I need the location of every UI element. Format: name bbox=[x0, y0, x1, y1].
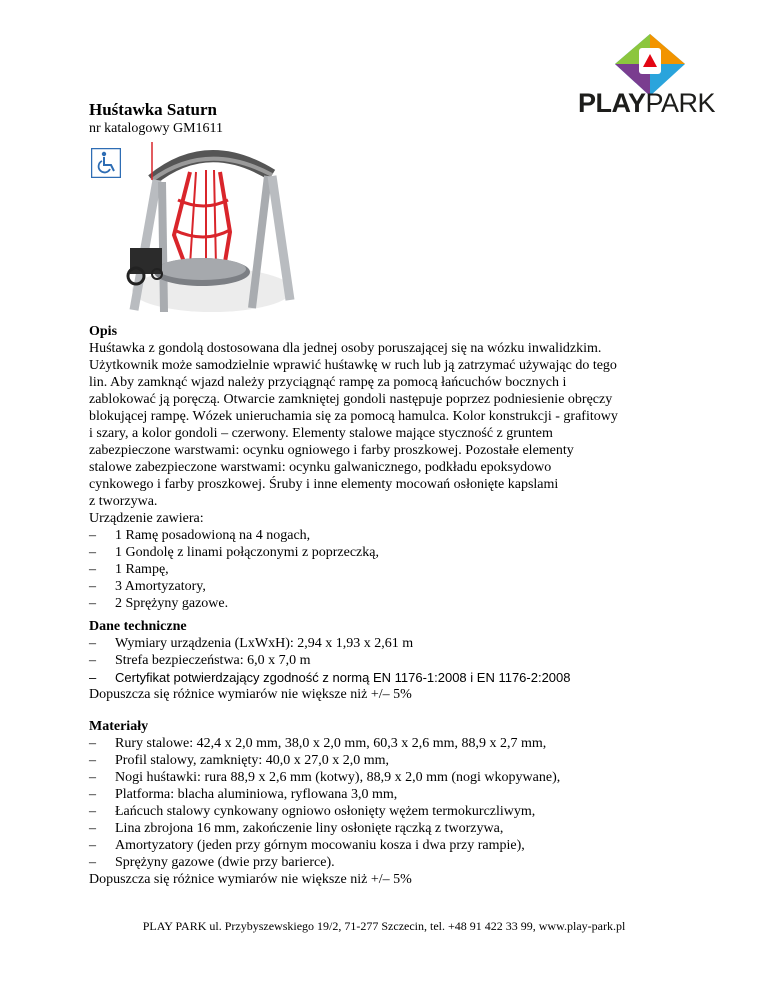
list-item: – 1 Gondolę z linami połączonymi z poprzeczką, bbox=[89, 544, 709, 561]
section-heading: Materiały bbox=[89, 719, 149, 734]
list-item: – 1 Ramę posadowioną na 4 nogach, bbox=[89, 527, 709, 544]
list-item: – Sprężyny gazowe (dwie przy barierce). bbox=[89, 854, 709, 871]
list-item: – Certyfikat potwierdzający zgodność z normą EN 1176-1:2008 i EN 1176-2:2008 bbox=[89, 669, 709, 686]
catalog-number: nr katalogowy GM1611 bbox=[89, 121, 224, 136]
paragraph-line: Huśtawka z gondolą dostosowana dla jednej osoby poruszającej się na wózku inwalidzkim. bbox=[89, 341, 602, 356]
list-item: – Łańcuch stalowy cynkowany ogniowo osłonięty wężem termokurczliwym, bbox=[89, 803, 709, 820]
swing-gondola-illustration bbox=[112, 140, 302, 328]
list-item: – Profil stalowy, zamknięty: 40,0 x 27,0 x 2,0 mm, bbox=[89, 752, 709, 769]
list-item: – Amortyzatory (jeden przy górnym mocowaniu kosza i dwa przy rampie), bbox=[89, 837, 709, 854]
section-heading: Opis bbox=[89, 324, 118, 339]
paragraph-line: zablokować ją poręczą. Otwarcie zamkniętej gondoli następuje poprzez podniesienie obręczy bbox=[89, 392, 613, 407]
list-item: – Platforma: blacha aluminiowa, ryflowana 3,0 mm, bbox=[89, 786, 709, 803]
paragraph-line: cynkowego i farby proszkowej. Śruby i inne elementy mocowań osłonięte kapslami bbox=[89, 477, 559, 492]
footer-address: PLAY PARK ul. Przybyszewskiego 19/2, 71-277 Szczecin, tel. +48 91 422 33 99, www.play-park.pl bbox=[142, 919, 626, 933]
paragraph-line: i szary, a kolor gondoli – czerwony. Elementy stalowe mające styczność z gruntem bbox=[89, 426, 553, 441]
list-item: – Strefa bezpieczeństwa: 6,0 x 7,0 m bbox=[89, 652, 709, 669]
paragraph-line: zabezpieczone warstwami: ocynku ogniowego i farby proszkowej. Pozostałe elementy bbox=[89, 443, 574, 458]
paragraph-line: z tworzywa. bbox=[89, 494, 158, 509]
section-heading: Dane techniczne bbox=[89, 619, 187, 634]
playpark-logo-icon bbox=[615, 34, 685, 96]
tolerance-note: Dopuszcza się różnice wymiarów nie większe niż +/– 5% bbox=[89, 687, 412, 702]
contains-label: Urządzenie zawiera: bbox=[89, 511, 204, 526]
tolerance-note: Dopuszcza się różnice wymiarów nie większe niż +/– 5% bbox=[89, 872, 412, 887]
description-section bbox=[89, 323, 709, 612]
list-item: – Lina zbrojona 16 mm, zakończenie liny osłonięte rączką z tworzywa, bbox=[89, 820, 709, 837]
list-item: – Nogi huśtawki: rura 88,9 x 2,6 mm (kotwy), 88,9 x 2,0 mm (nogi wkopywane), bbox=[89, 769, 709, 786]
logo-text: PLAYPARK bbox=[578, 88, 716, 118]
list-item: – Wymiary urządzenia (LxWxH): 2,94 x 1,93 x 2,61 m bbox=[89, 635, 709, 652]
technical-section bbox=[89, 618, 709, 703]
paragraph-line: lin. Aby zamknąć wjazd należy przyciągnąć rampę za pomocą łańcuchów bocznych i bbox=[89, 375, 567, 390]
materials-section bbox=[89, 718, 709, 888]
list-item: – Rury stalowe: 42,4 x 2,0 mm, 38,0 x 2,0 mm, 60,3 x 2,6 mm, 88,9 x 2,7 mm, bbox=[89, 735, 709, 752]
list-item: – 3 Amortyzatory, bbox=[89, 578, 709, 595]
paragraph-line: blokującej rampę. Wózek unieruchamia się za pomocą hamulca. Kolor konstrukcji - grafitowy bbox=[89, 409, 618, 424]
list-item: – 2 Sprężyny gazowe. bbox=[89, 595, 709, 612]
paragraph-line: stalowe zabezpieczone warstwami: ocynku galwanicznego, podkładu epoksydowo bbox=[89, 460, 552, 475]
playpark-logo bbox=[578, 34, 718, 124]
page-title: Huśtawka Saturn bbox=[89, 100, 218, 119]
paragraph-line: Użytkownik może samodzielnie wprawić huśtawkę w ruch lub ją zatrzymać używając do tego bbox=[89, 358, 617, 373]
list-item: – 1 Rampę, bbox=[89, 561, 709, 578]
